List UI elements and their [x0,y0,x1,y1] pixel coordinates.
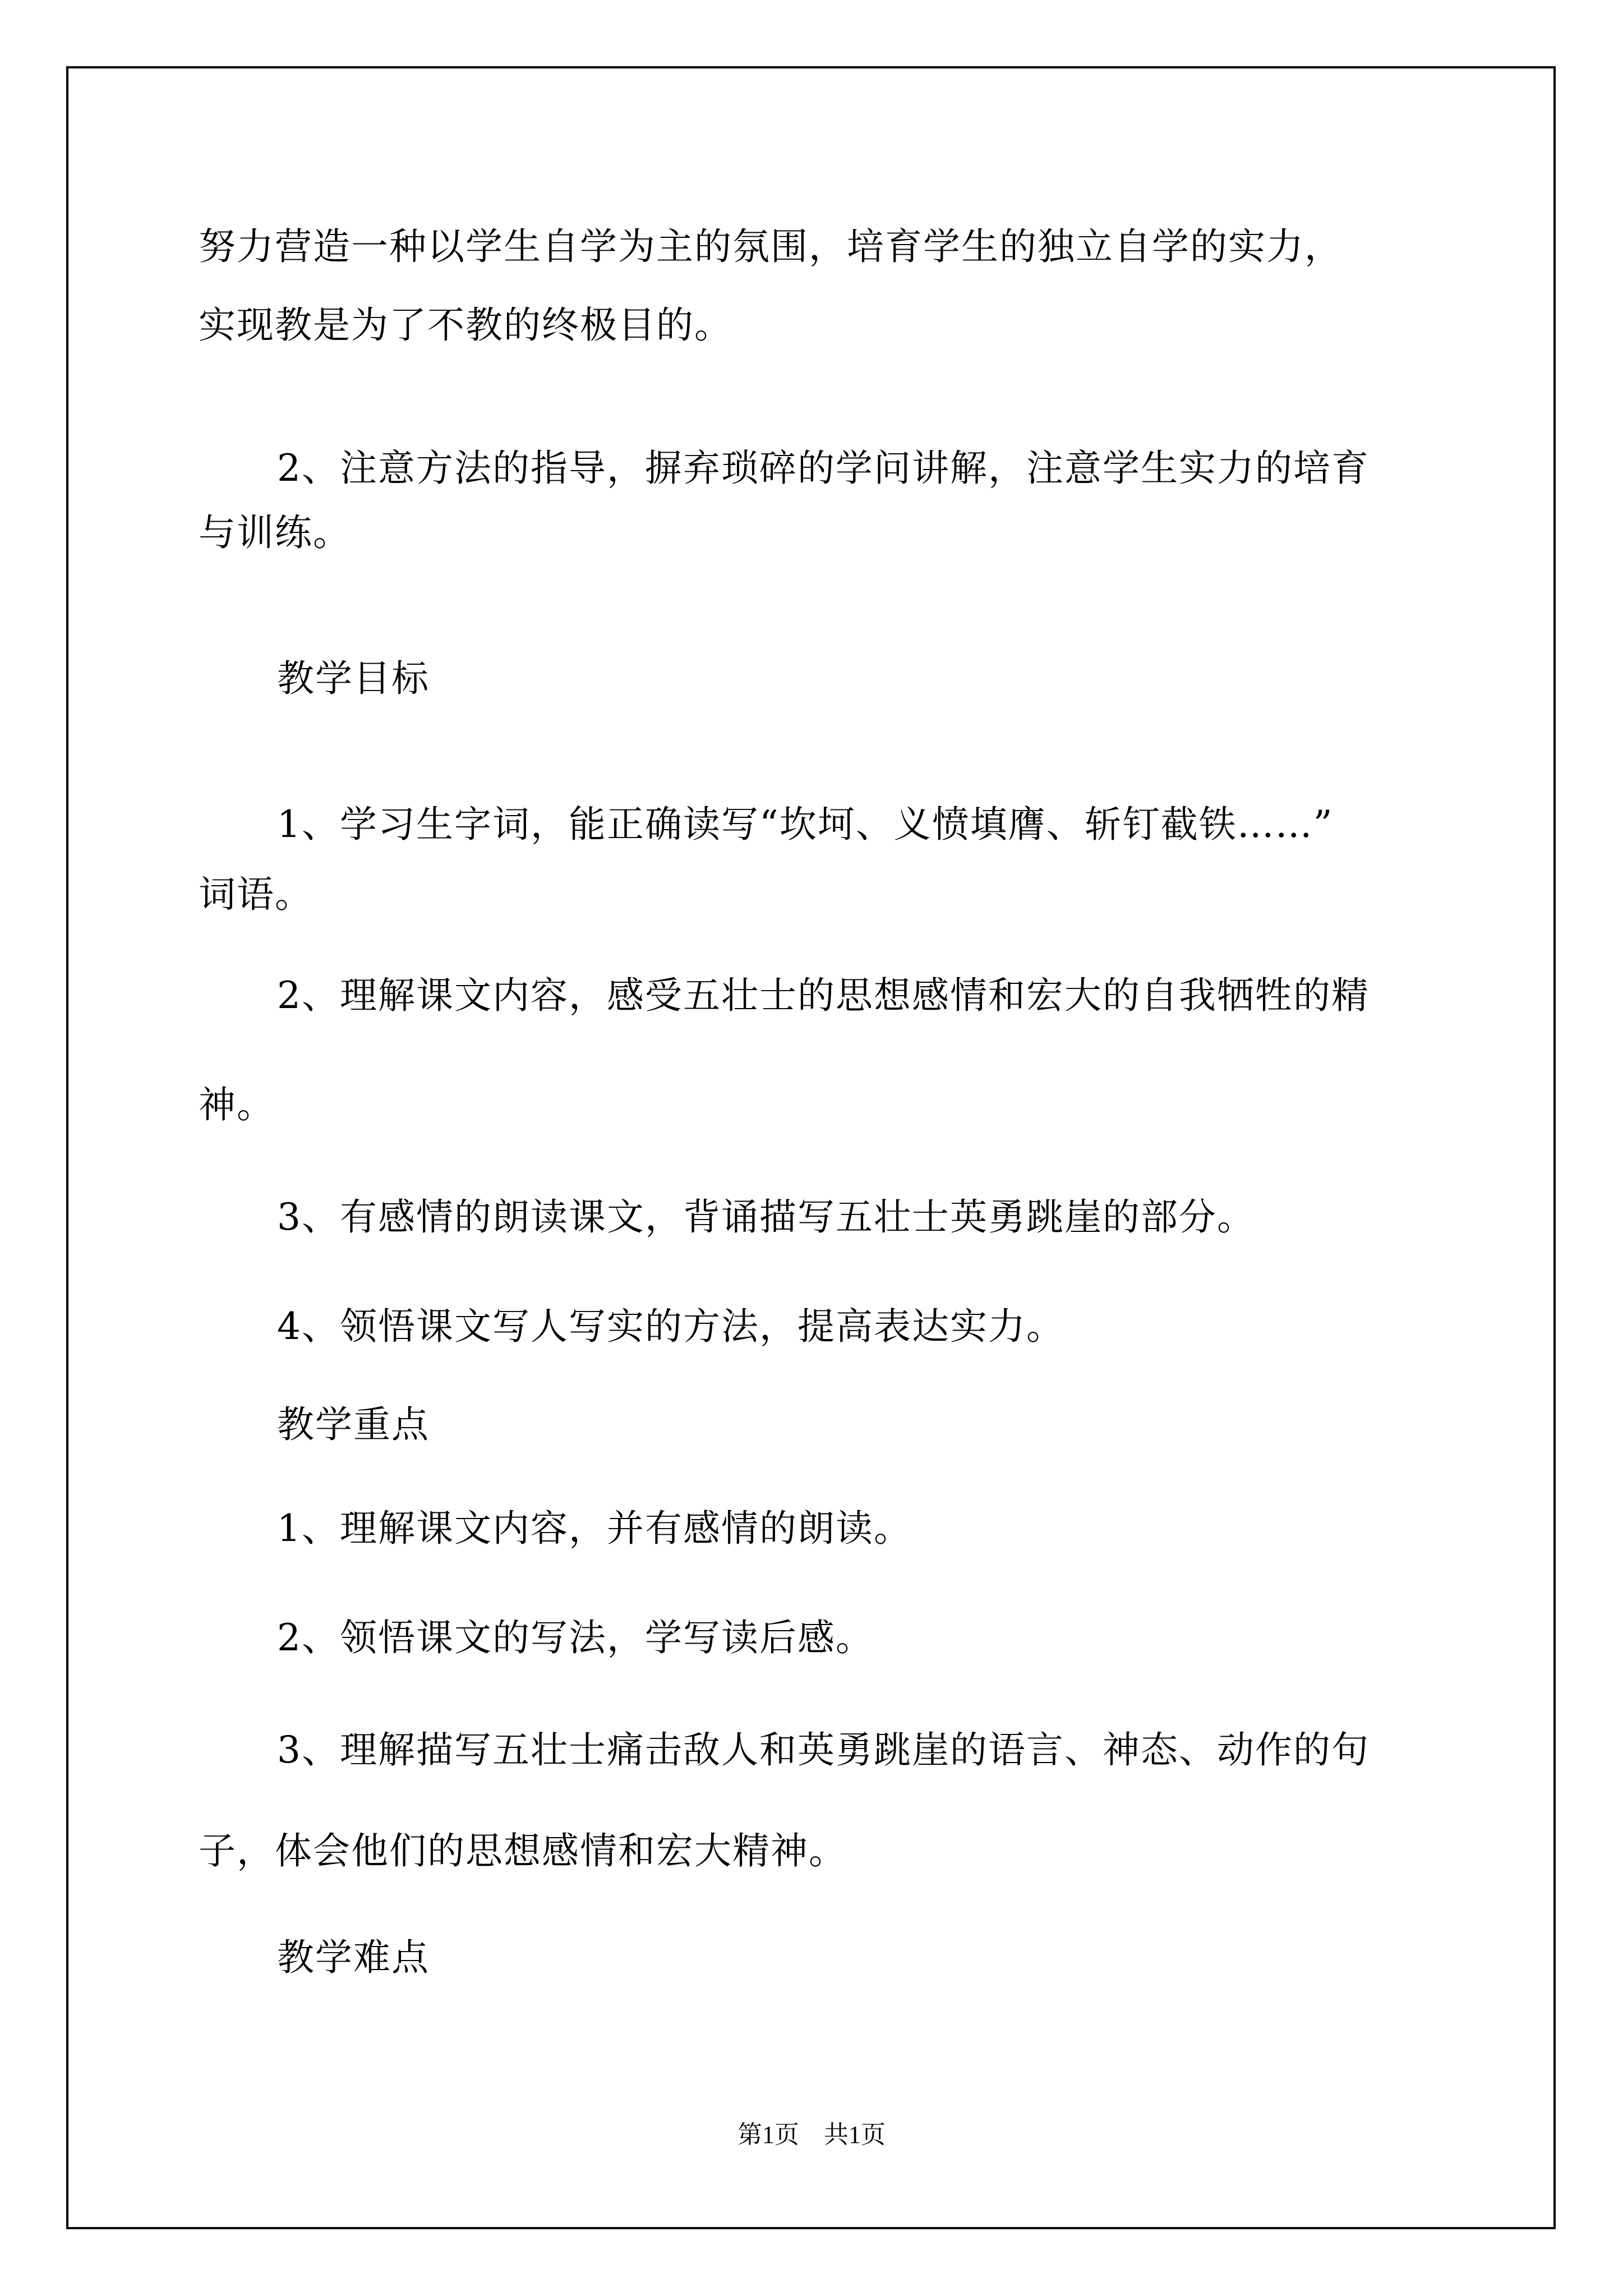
body-line-16: 子，体会他们的思想感情和宏大精神。 [199,1829,847,1872]
body-line-8: 2、理解课文内容，感受五壮士的思想感情和宏大的自我牺牲的精 [277,974,1370,1017]
section-heading-key-points: 教学重点 [277,1403,430,1446]
body-line-15: 3、理解描写五壮士痛击敌人和英勇跳崖的语言、神态、动作的句 [277,1728,1370,1772]
body-line-2: 实现教是为了不教的终极目的。 [199,303,732,347]
body-line-6: 1、学习生字词，能正确读写“坎坷、义愤填膺、斩钉截铁……” [277,803,1334,846]
page-border [66,66,1556,2229]
body-line-14: 2、领悟课文的写法，学写读后感。 [277,1616,874,1659]
section-heading-objectives: 教学目标 [277,657,430,700]
section-heading-difficulties: 教学难点 [277,1936,430,1979]
body-line-7: 词语。 [199,873,313,916]
body-line-9: 神。 [199,1083,275,1126]
body-line-4: 与训练。 [199,511,351,554]
body-line-1: 努力营造一种以学生自学为主的氛围，培育学生的独立自学的实力， [199,225,1343,268]
body-line-3: 2、注意方法的指导，摒弃琐碎的学问讲解，注意学生实力的培育 [277,447,1370,490]
page-number-footer: 第1页 共1页 [737,2121,886,2148]
body-line-11: 4、领悟课文写人写实的方法，提高表达实力。 [277,1305,1064,1348]
body-line-13: 1、理解课文内容，并有感情的朗读。 [277,1507,912,1550]
body-line-10: 3、有感情的朗读课文，背诵描写五壮士英勇跳崖的部分。 [277,1195,1255,1239]
